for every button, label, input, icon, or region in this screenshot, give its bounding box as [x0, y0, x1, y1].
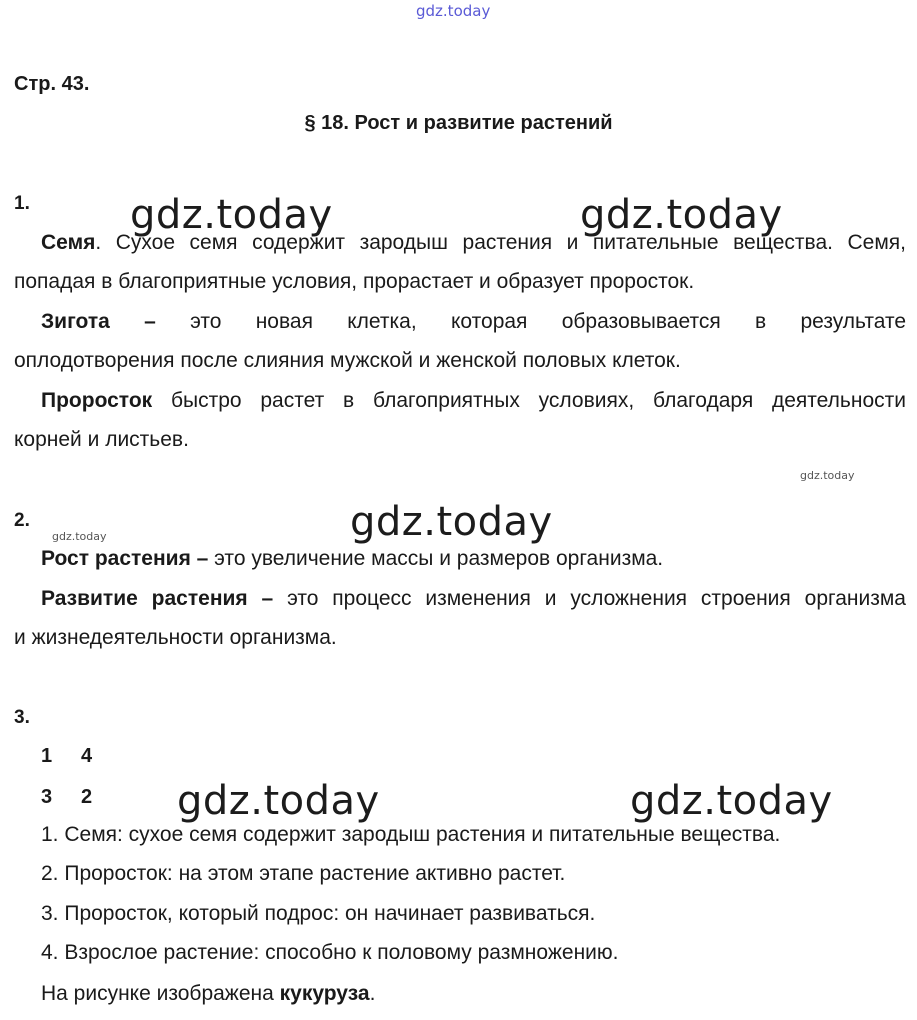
page-reference: Стр. 43. [14, 73, 90, 95]
sprout-definition-line2: корней и листьев. [14, 428, 189, 451]
sprout-text: быстро растет в благоприятных условиях, благодаря деятельности [152, 389, 906, 412]
zygote-definition-line1 [41, 302, 906, 342]
term-zygote: Зигота [41, 310, 110, 333]
watermark: gdz.today [177, 778, 380, 824]
term-growth: Рост растения – [41, 547, 209, 570]
grid-cell: 3 [41, 786, 53, 808]
watermark-top: gdz.today [416, 2, 491, 20]
task-2-number: 2. [14, 510, 30, 531]
term-seed: Семя [41, 231, 96, 254]
watermark: gdz.today [580, 192, 783, 238]
seed-definition-line2: попадая в благоприятные условия, прорастает и образует проросток. [14, 270, 695, 293]
grid-cell: 4 [81, 745, 93, 767]
stage-item: 2. Проросток: на этом этапе растение активно растет. [41, 862, 566, 885]
development-text: это процесс изменения и усложнения строения организма [273, 587, 906, 610]
final-answer-corn: кукуруза [279, 982, 370, 1005]
grid-cell: 2 [81, 786, 93, 808]
task-1-number: 1. [14, 193, 30, 214]
growth-definition [41, 539, 906, 579]
sprout-definition-line1 [41, 381, 906, 421]
task-3-number: 3. [14, 707, 30, 728]
development-definition-line2: и жизнедеятельности организма. [14, 626, 337, 649]
term-development: Развитие растения – [41, 587, 274, 610]
stage-item: 4. Взрослое растение: способно к половому размножению. [41, 941, 619, 964]
watermark: gdz.today [350, 499, 553, 545]
term-dash: – [109, 310, 156, 333]
zygote-text: это новая клетка, которая образовывается в результате [155, 310, 906, 333]
final-answer-suffix: . [369, 982, 376, 1005]
watermark: gdz.today [630, 778, 833, 824]
watermark-small: gdz.today [52, 530, 107, 543]
grid-cell: 1 [41, 745, 53, 767]
stage-item: 3. Проросток, который подрос: он начинает развиваться. [41, 902, 596, 925]
watermark: gdz.today [130, 192, 333, 238]
development-definition-line1 [41, 579, 906, 619]
section-title: § 18. Рост и развитие растений [304, 112, 613, 134]
final-answer-prefix: На рисунке изображена [41, 982, 280, 1005]
seed-text: . Сухое семя содержит зародыш растения и питательные вещества. Семя, [95, 231, 906, 254]
zygote-definition-line2: оплодотворения после слияния мужской и женской половых клеток. [14, 349, 681, 372]
growth-text: это увеличение массы и размеров организма. [208, 547, 664, 570]
seed-definition-line1 [41, 223, 906, 263]
term-sprout: Проросток [41, 389, 153, 412]
stage-item: 1. Семя: сухое семя содержит зародыш растения и питательные вещества. [41, 823, 781, 846]
watermark-small: gdz.today [800, 469, 855, 482]
final-answer [41, 974, 906, 1014]
